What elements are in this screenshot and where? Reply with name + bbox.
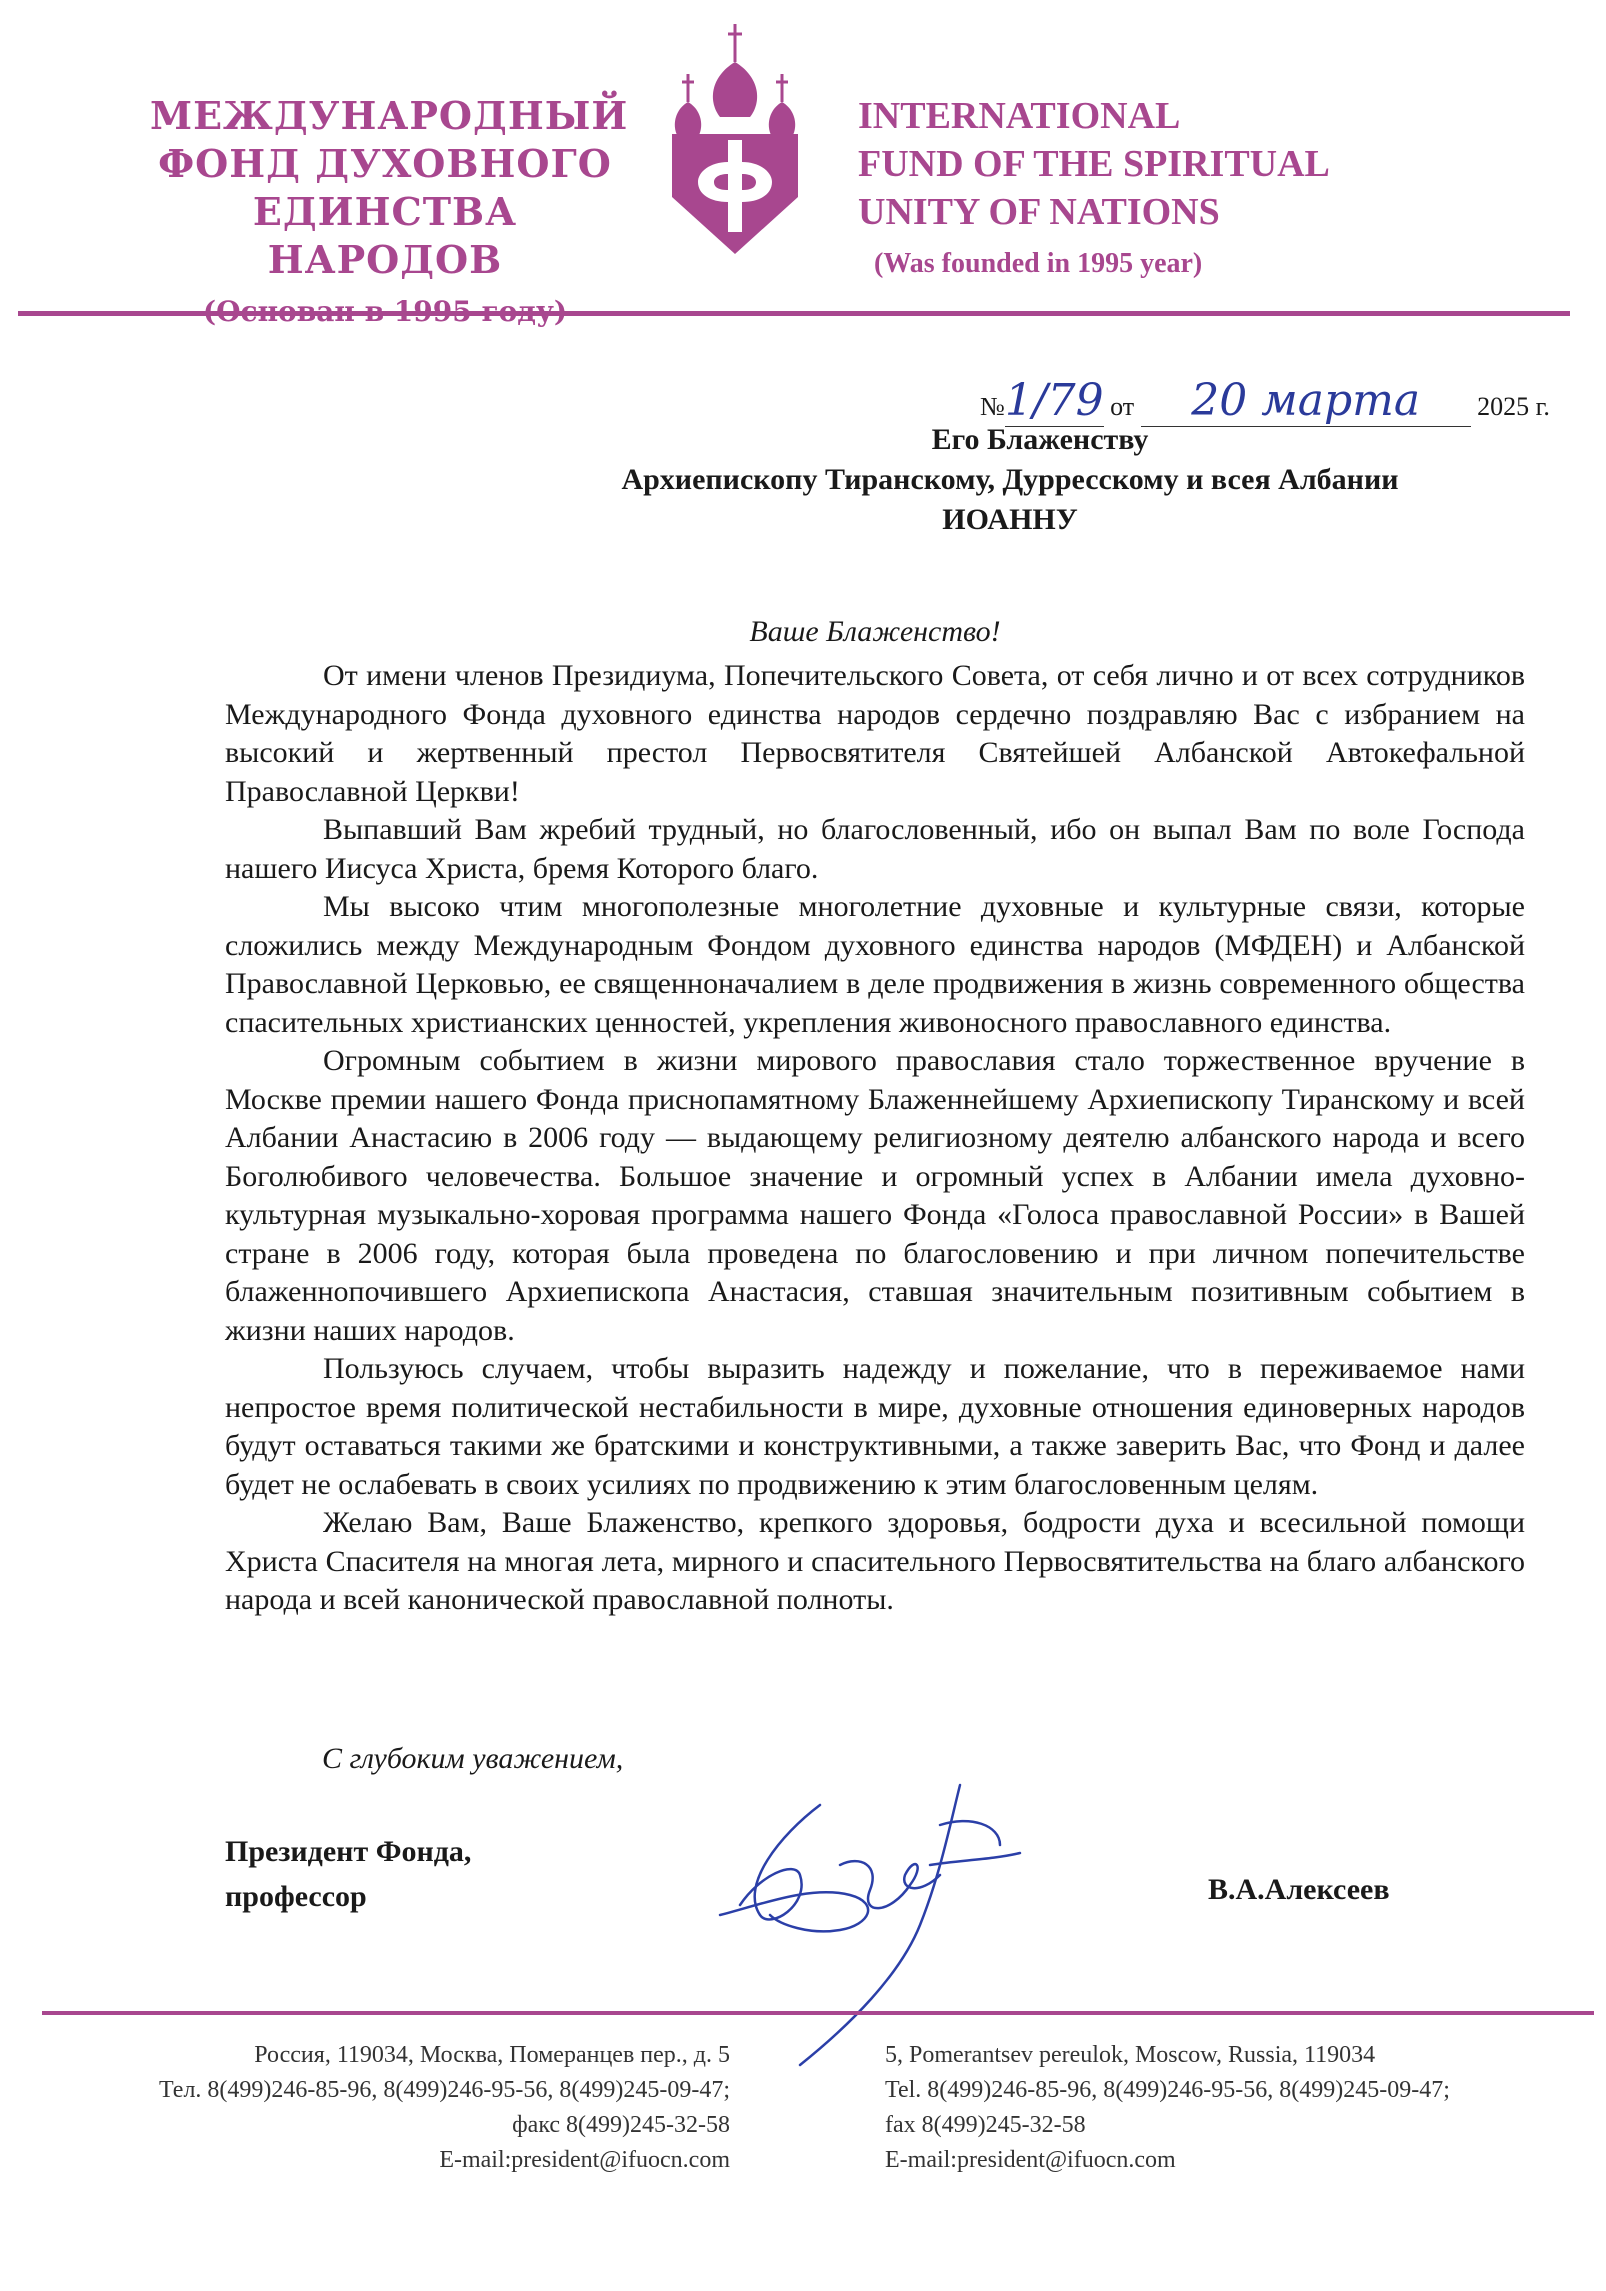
footer-ru-address: Россия, 119034, Москва, Померанцев пер., д. 5 xyxy=(254,2042,730,2068)
salutation: Ваше Блаженство! xyxy=(749,615,1001,648)
footer-divider xyxy=(42,2011,1594,2015)
ru-name-line-3: ЕДИНСТВА НАРОДОВ xyxy=(252,189,518,282)
number-label: № xyxy=(980,392,1005,421)
ru-name-line-2: ФОНД ДУХОВНОГО xyxy=(158,141,612,186)
letterhead-english-name xyxy=(858,92,1418,288)
footer-ru-fax: факс 8(499)245-32-58 xyxy=(512,2112,730,2138)
en-founded-note: (Was founded in 1995 year) xyxy=(874,248,1203,279)
letter-body xyxy=(225,657,1525,1620)
paragraph: Выпавший Вам жребий трудный, но благословенный, ибо он выпал Вам по воле Господа нашего Иисуса Христа, бремя Которого благо. xyxy=(225,813,1525,885)
recipient-block xyxy=(500,420,1520,540)
en-name-line-1: INTERNATIONAL xyxy=(858,95,1181,137)
letterhead-russian-name xyxy=(150,92,629,336)
church-domes-logo-icon xyxy=(660,22,810,262)
paragraph: Желаю Вам, Ваше Блаженство, крепкого здоровья, бодрости духа и всесильной помощи Христа Спасителя на многая лета, мирного и спасительного Первосвятительства на благо албанского народа и всей канонической православной полноты. xyxy=(225,1506,1525,1616)
signatory-title-line-1: Президент Фонда, xyxy=(225,1835,472,1868)
footer-en-fax: fax 8(499)245-32-58 xyxy=(885,2112,1086,2138)
paragraph: Пользуюсь случаем, чтобы выразить надежду и пожелание, что в переживаемое нами непростое время политической нестабильности в мире, духовные отношения единоверных народов будут оставаться такими же братскими и конструктивными, а также заверить Вас, что Фонд и далее будет не ослабевать в своих усилиях по продвижению к этим благословенным целям. xyxy=(225,1352,1525,1501)
recipient-line-1: Его Блаженству xyxy=(931,423,1149,456)
header-divider xyxy=(18,311,1570,316)
en-name-line-2: FUND OF THE SPIRITUAL xyxy=(858,143,1330,185)
ru-name-line-1: МЕЖДУНАРОДНЫЙ xyxy=(150,93,629,138)
footer-ru-phones: Тел. 8(499)246-85-96, 8(499)246-95-56, 8(499)245-09-47; xyxy=(159,2077,730,2103)
footer-en-phones: Tel. 8(499)246-85-96, 8(499)246-95-56, 8(499)245-09-47; xyxy=(885,2077,1450,2103)
signatory-name: В.А.Алексеев xyxy=(1208,1873,1390,1906)
paragraph: Мы высоко чтим многополезные многолетние духовные и культурные связи, которые сложились между Международным Фондом духовного единства народов (МФДЕН) и Албанской Православной Церковью, ее священноначалием в деле продвижения в жизнь современного общества спасительных христианских ценностей, укрепления живоносного православного единства. xyxy=(225,890,1525,1039)
footer-ru-email: E-mail:president@ifuocn.com xyxy=(439,2147,730,2173)
reference-date: 20 марта xyxy=(1191,375,1421,426)
handwritten-signature xyxy=(700,1765,1060,2085)
closing-phrase: С глубоким уважением, xyxy=(322,1742,624,1775)
footer-en-email: E-mail:president@ifuocn.com xyxy=(885,2147,1176,2173)
footer-en-address: 5, Pomerantsev pereulok, Moscow, Russia, 119034 xyxy=(885,2042,1376,2068)
footer-russian-contacts xyxy=(40,2038,730,2178)
paragraph: От имени членов Президиума, Попечительского Совета, от себя лично и от всех сотрудников Международного Фонда духовного единства народов сердечно поздравляю Вас с избранием на высокий и жертвенный престол Первосвятителя Святейшей Албанской Автокефальной Православной Церкви! xyxy=(225,659,1525,808)
date-from-label: от xyxy=(1110,392,1135,421)
paragraph: Огромным событием в жизни мирового православия стало торжественное вручение в Москве премии нашего Фонда приснопамятному Блаженнейшему Архиепископу Тиранскому и всей Албании Анастасию в 2006 году — выдающему религиозному деятелю албанского народа и всего Боголюбивого человечества. Большое значение и огромный успех в Албании имела духовно-культурная музыкально-хоровая программа нашего Фонда «Голоса православной России» в Вашей стране в 2006 году, которая была проведена по благословению и при личном попечительстве блаженнопочившего Архиепископа Анастасия, ставшая значительным позитивным событием в жизни наших народов. xyxy=(225,1044,1525,1347)
reference-year: 2025 г. xyxy=(1477,392,1550,421)
footer-english-contacts xyxy=(885,2038,1585,2178)
en-name-line-3: UNITY OF NATIONS xyxy=(858,191,1220,233)
signatory-title-line-2: профессор xyxy=(225,1880,367,1913)
recipient-line-3: ИОАННУ xyxy=(942,503,1078,536)
recipient-line-2: Архиепископу Тиранскому, Дурресскому и всея Албании xyxy=(621,463,1399,496)
signatory-title xyxy=(225,1829,471,1919)
reference-number: 1/79 xyxy=(1004,375,1104,426)
